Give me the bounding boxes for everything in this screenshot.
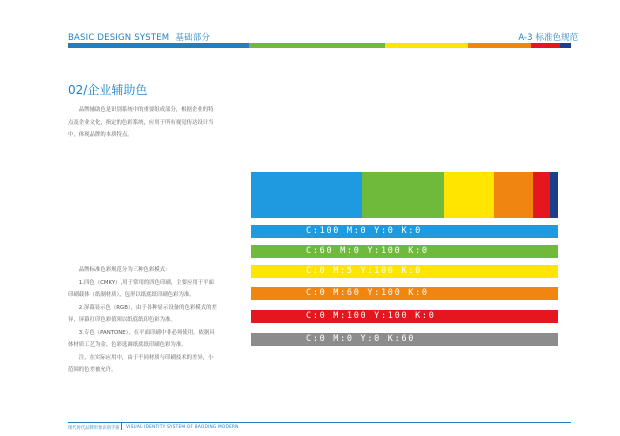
header-title-cn: 基础部分 <box>175 33 211 43</box>
header-stripe-blue <box>68 43 249 48</box>
modes-item-rgb: 2.屏幕显示色（RGB），由于各种显示设备的色彩模式的差异，屏幕打印色彩值须以纸底纸印色彩为准。 <box>68 304 217 323</box>
color-block-red <box>533 172 550 218</box>
swatch-orange-label: C:0 M:60 Y:100 K:0 <box>306 288 429 298</box>
page-code: A-3 <box>518 33 533 43</box>
intro-text <box>68 104 218 142</box>
swatch-gray-label: C:0 M:0 Y:0 K:60 <box>306 334 416 344</box>
swatch-yellow <box>251 265 558 278</box>
modes-note: 注，在实际应用中，由于不同材质与印刷技术的差异，小范围的色差被允许。 <box>68 354 214 373</box>
header-title-en: BASIC DESIGN SYSTEM <box>68 33 170 43</box>
header-stripe-green <box>249 43 385 48</box>
footer-separator <box>121 423 122 430</box>
modes-intro: 品牌标准色彩规范分为三种色彩模式： <box>78 267 171 273</box>
header-stripe-navy <box>560 43 571 48</box>
color-block-bar <box>251 172 558 218</box>
modes-item-cmyk: 1.四色（CMKY）,用于常用的四色印刷，主要应用于平面印刷载体（纸制材质），包形以纸底纸印刷色彩为准。 <box>68 279 214 298</box>
color-modes-text <box>68 264 218 377</box>
footer-system-title: VISUAL IDENTITY SYSTEM OF BAODING MODERN <box>126 425 239 430</box>
swatch-gray <box>251 333 558 346</box>
color-block-navy <box>550 172 558 218</box>
swatch-red-label: C:0 M:100 Y:100 K:0 <box>306 311 436 321</box>
color-block-green <box>362 172 444 218</box>
color-block-yellow <box>444 172 494 218</box>
swatch-yellow-label: C:0 M:5 Y:100 K:0 <box>306 266 422 276</box>
header-stripe-red <box>531 43 560 48</box>
header-code <box>518 31 578 43</box>
header-stripe-yellow <box>385 43 468 48</box>
modes-item-pantone: 3.专色（PANTONE），在平面印刷中非必须使用，依据具体材质工艺为金、色彩选调纸底纸印刷色彩为准。 <box>68 329 215 348</box>
section-title: 02/企业辅助色 <box>68 83 148 97</box>
footer-divider <box>68 422 571 423</box>
color-block-orange <box>494 172 533 218</box>
footer-manual-title: 现代时代品牌形象识别手册 <box>68 426 120 431</box>
color-block-blue <box>251 172 362 218</box>
intro-paragraph: 品牌辅助色是识别系统中的重要组成部分，根据企业的特点及企业文化，指定的色彩系统，应用于所有视觉传达设计当中，体现品牌的本质特点。 <box>68 107 214 138</box>
swatch-orange <box>251 287 558 300</box>
swatch-green <box>251 245 558 258</box>
header-stripe-orange <box>468 43 531 48</box>
swatch-blue-label: C:100 M:0 Y:0 K:0 <box>306 226 422 236</box>
swatch-green-label: C:60 M:0 Y:100 K:0 <box>306 246 429 256</box>
header-title <box>68 31 210 43</box>
swatch-red <box>251 310 558 323</box>
swatch-blue <box>251 225 558 238</box>
page-code-cn: 标准色规范 <box>535 33 578 43</box>
